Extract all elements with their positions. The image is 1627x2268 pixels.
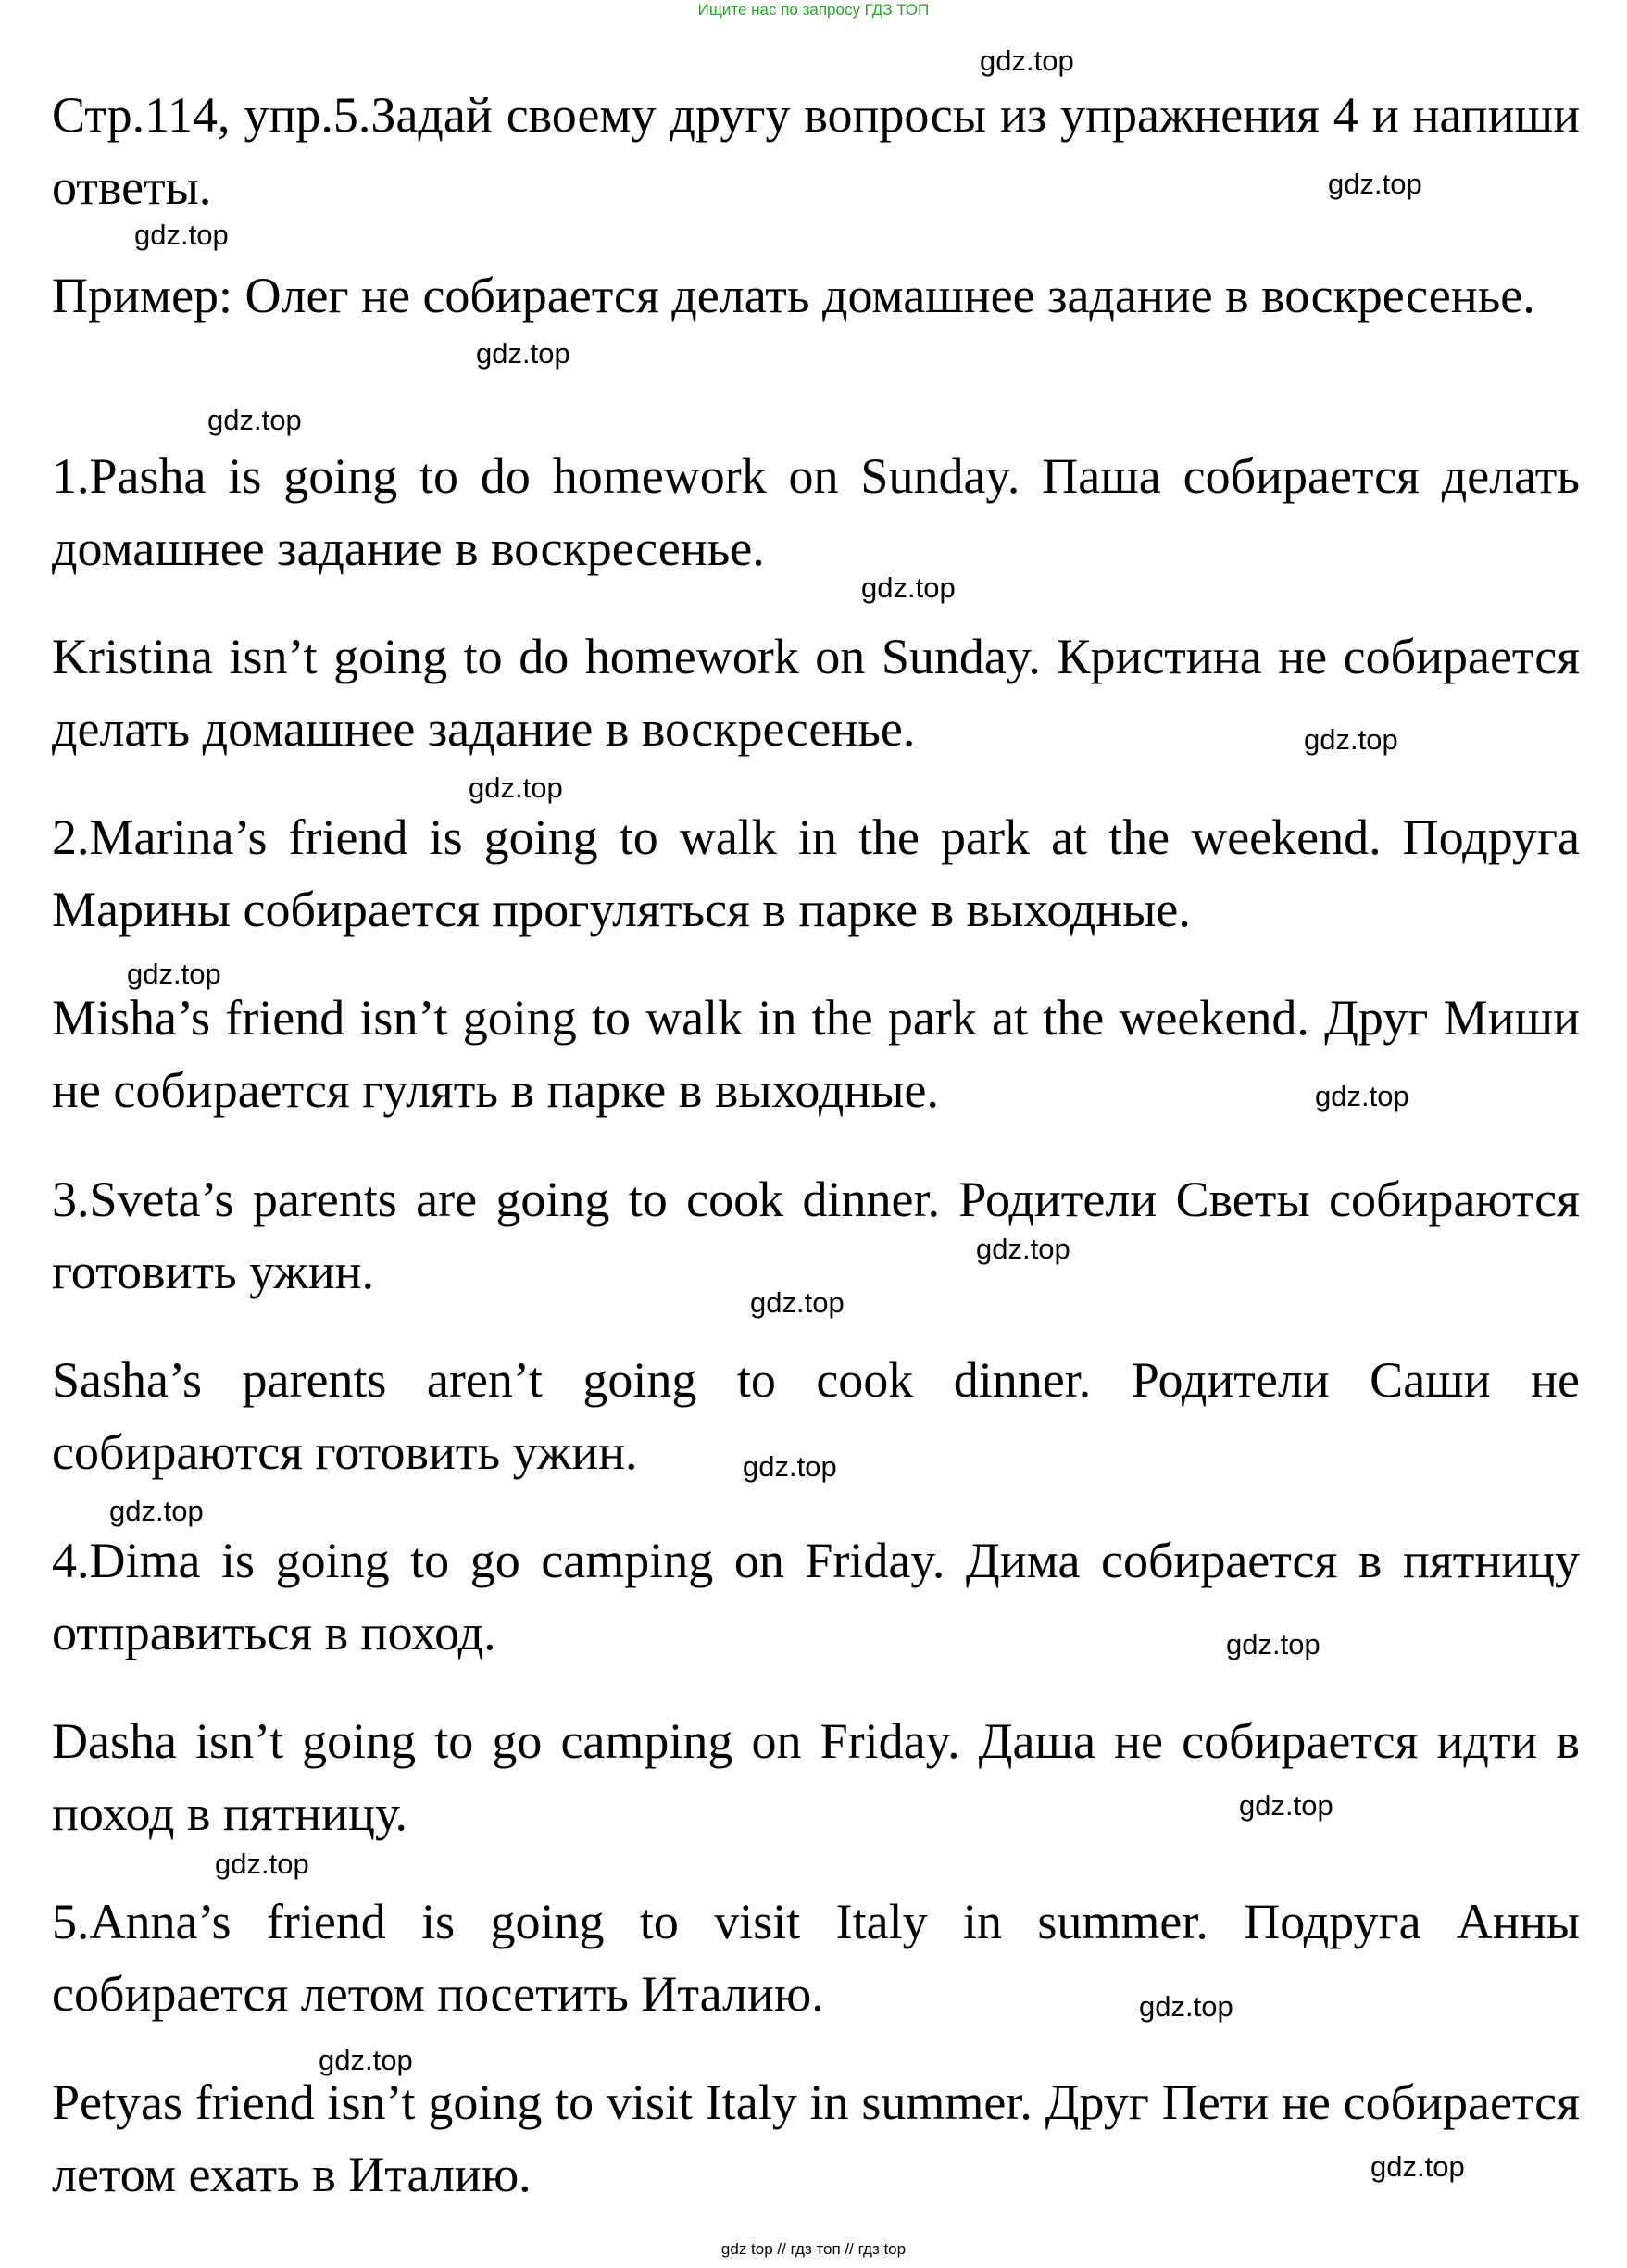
answer-2a: 2.Marina’s friend is going to walk in the park at the weekend. Подруга Марины собирается прогуляться в парке в выходные.: [52, 809, 1580, 937]
watermark: gdz.top: [750, 1286, 845, 1319]
answer-5b: Petyas friend isn’t going to visit Italy in summer. Друг Пети не собирается летом ехать в Италию.: [52, 2074, 1580, 2202]
watermark: gdz.top: [1315, 1080, 1409, 1112]
watermark: gdz.top: [1226, 1628, 1320, 1660]
top-banner: Ищите нас по запросу ГДЗ ТОП: [697, 1, 930, 19]
answer-5a: 5.Anna’s friend is going to visit Italy in summer. Подруга Анны собирается летом посетить Италию.: [52, 1894, 1580, 2022]
watermark: gdz.top: [1370, 2150, 1465, 2183]
watermark: gdz.top: [476, 337, 570, 370]
watermark: gdz.top: [319, 2044, 413, 2076]
watermark: gdz.top: [109, 1495, 204, 1527]
answer-3a: 3.Sveta’s parents are going to cook dinner. Родители Светы собираются готовить ужин.: [52, 1172, 1580, 1299]
watermark: gdz.top: [976, 1233, 1070, 1265]
answer-3b: Sasha’s parents aren’t going to cook dinner. Родители Саши не собираются готовить ужин.: [52, 1352, 1580, 1480]
watermark: gdz.top: [1239, 1789, 1333, 1822]
watermark: gdz.top: [861, 571, 956, 604]
exercise-heading: Стр.114, упр.5.Задай своему другу вопросы из упражнения 4 и напиши ответы.: [52, 87, 1580, 215]
answer-4a: 4.Dima is going to go camping on Friday. Дима собирается в пятницу отправиться в поход.: [52, 1533, 1580, 1660]
watermark: gdz.top: [1139, 1990, 1233, 2023]
footer: gdz top // гдз топ // гдз top: [720, 2240, 907, 2258]
watermark: gdz.top: [207, 404, 302, 436]
answer-1b: Kristina isn’t going to do homework on Sunday. Кристина не собирается делать домашнее задание в воскресенье.: [52, 629, 1580, 757]
watermark: gdz.top: [1328, 168, 1422, 200]
watermark: gdz.top: [215, 1848, 309, 1880]
answer-1a: 1.Pasha is going to do homework on Sunday. Паша собирается делать домашнее задание в воскресенье.: [52, 448, 1580, 576]
watermark: gdz.top: [469, 771, 563, 804]
answer-4b: Dasha isn’t going to go camping on Friday. Даша не собирается идти в поход в пятницу.: [52, 1713, 1580, 1841]
watermark: gdz.top: [127, 958, 221, 990]
watermark: gdz.top: [134, 219, 229, 251]
watermark: gdz.top: [743, 1450, 837, 1483]
answer-2b: Misha’s friend isn’t going to walk in the park at the weekend. Друг Миши не собирается гулять в парке в выходные.: [52, 990, 1580, 1118]
example-text: Пример: Олег не собирается делать домашнее задание в воскресенье.: [52, 268, 1535, 323]
watermark: gdz.top: [1304, 723, 1398, 756]
watermark: gdz.top: [980, 44, 1074, 77]
